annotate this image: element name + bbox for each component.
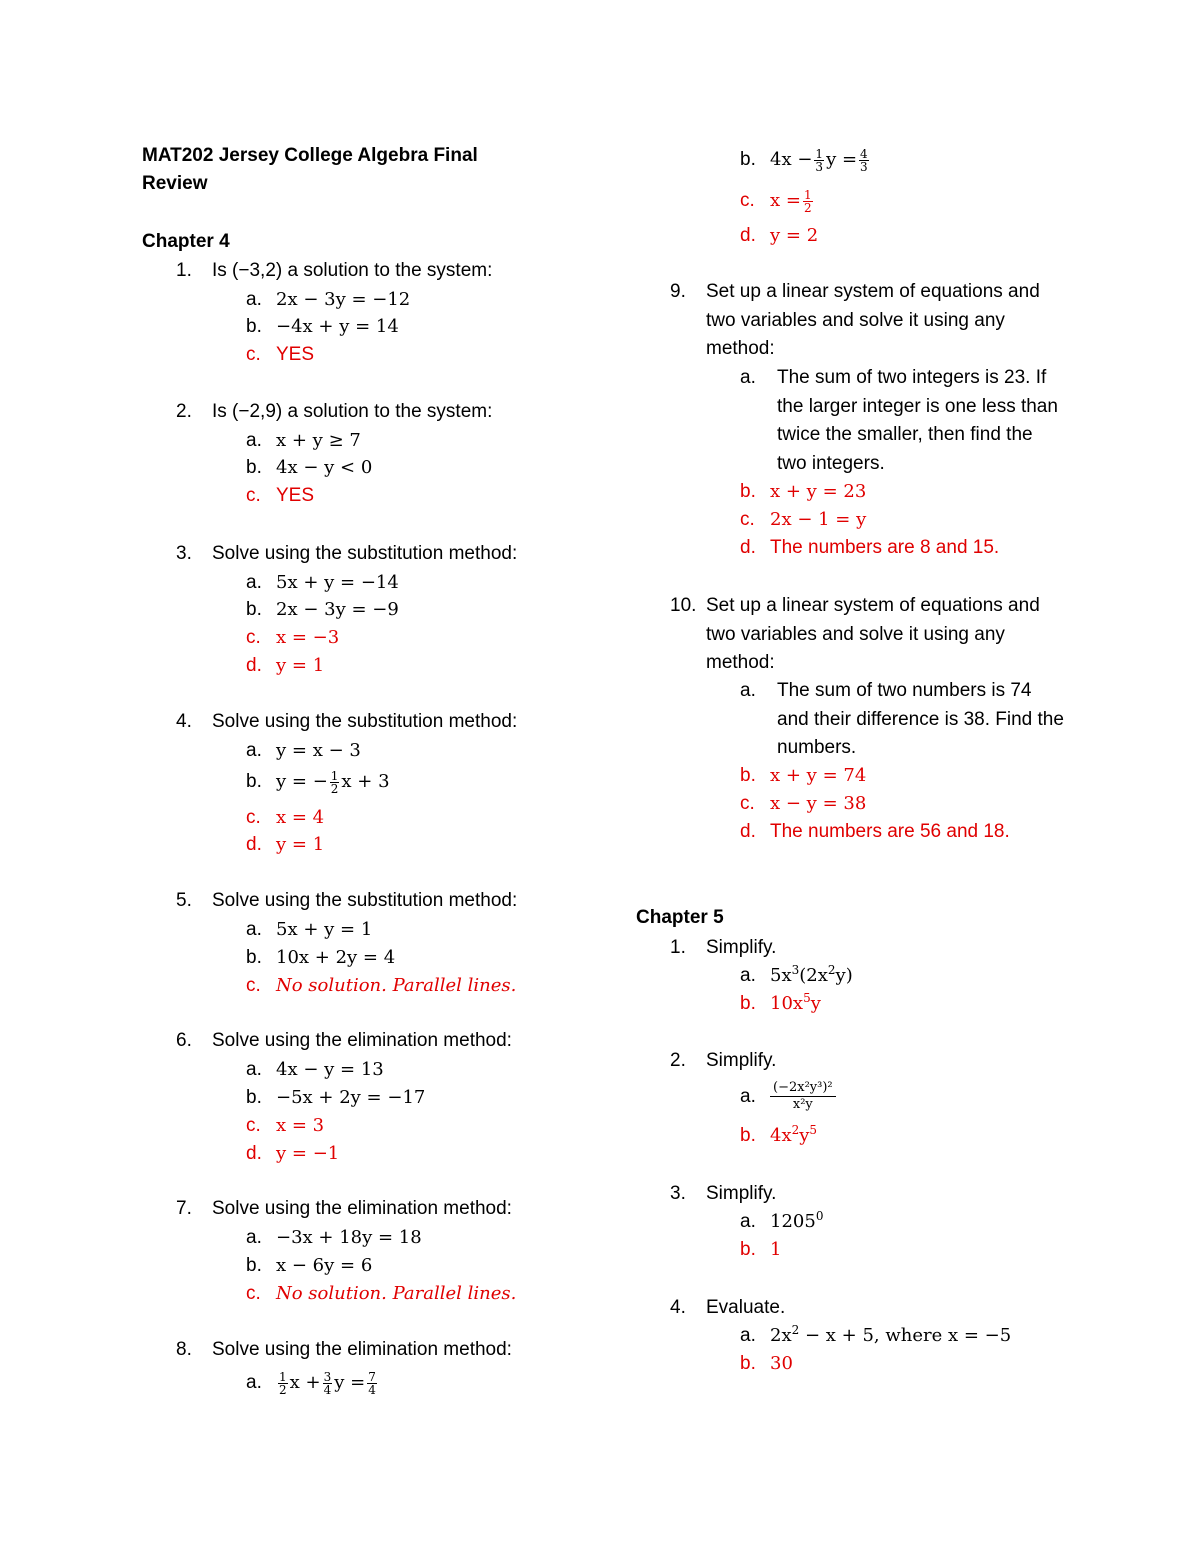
item-a <box>740 1080 836 1113</box>
answer-text: y = 2 <box>770 225 819 246</box>
answer-b <box>740 1350 793 1378</box>
item-letter: d. <box>246 1143 262 1164</box>
equation: x − 6y = 6 <box>276 1255 373 1276</box>
item-letter: d. <box>740 537 756 558</box>
exponent: 5 <box>809 1123 818 1137</box>
denominator: 2 <box>279 1382 287 1397</box>
equation-part: y <box>799 1125 810 1146</box>
chapter-5-heading: Chapter 5 <box>636 907 724 928</box>
numerator: 4 <box>860 146 868 161</box>
fraction <box>859 148 869 173</box>
answer-c <box>740 506 866 534</box>
item-letter: c. <box>740 509 755 530</box>
question-text: Solve using the substitution method: <box>212 543 518 564</box>
item-letter: a. <box>246 740 262 761</box>
question-number: 4. <box>176 711 192 732</box>
denominator: 2 <box>803 200 812 215</box>
item-letter: d. <box>740 225 756 246</box>
answer-text: No solution. Parallel lines. <box>276 1283 517 1304</box>
item-letter: a. <box>246 1227 262 1248</box>
question-number: 8. <box>176 1339 192 1360</box>
answer-text: y = −1 <box>276 1143 340 1164</box>
answer-d <box>740 534 999 562</box>
item-b <box>246 454 372 482</box>
item-letter: a. <box>246 572 262 593</box>
item-letter: b. <box>246 947 262 968</box>
item-a <box>246 1224 422 1252</box>
item-letter: a. <box>740 680 756 701</box>
item-letter: a. <box>740 1085 756 1107</box>
denominator: 4 <box>368 1382 376 1397</box>
answer-text: YES <box>276 344 315 365</box>
question-text: Simplify. <box>706 937 777 958</box>
question-text: Is (−3,2) a solution to the system: <box>212 260 493 281</box>
exponent: 5 <box>803 991 811 1005</box>
answer-b <box>740 990 821 1018</box>
item-a <box>740 1208 823 1236</box>
item-letter: c. <box>740 793 755 814</box>
item-a <box>246 286 410 314</box>
item-letter: c. <box>246 1115 261 1136</box>
answer-c <box>246 341 314 369</box>
chapter-4-heading: Chapter 4 <box>142 231 230 252</box>
item-letter: b. <box>246 599 262 620</box>
equation-part: − x + 5, where x = −5 <box>799 1325 1012 1346</box>
answer-d <box>246 1140 339 1168</box>
answer-text: The numbers are 8 and 15. <box>770 537 1000 558</box>
item-b <box>246 768 390 796</box>
denominator: 4 <box>323 1382 332 1397</box>
item-letter: a. <box>246 1372 262 1393</box>
title-line-1: MAT202 Jersey College Algebra Final <box>142 145 478 166</box>
denominator: x²y <box>792 1097 813 1112</box>
answer-text: x + y = 74 <box>770 765 867 786</box>
item-letter: a. <box>740 965 756 986</box>
item-letter: b. <box>740 1353 756 1374</box>
item-a <box>246 737 361 765</box>
question-text: Solve using the substitution method: <box>212 890 518 911</box>
answer-c <box>246 482 314 510</box>
answer-c <box>740 790 866 818</box>
item-letter: a. <box>246 1059 262 1080</box>
question-number: 4. <box>670 1297 686 1318</box>
equation: 4x − y < 0 <box>276 457 373 478</box>
answer-text: YES <box>276 485 315 506</box>
exponent: 2 <box>791 1123 800 1137</box>
exponent: 0 <box>815 1209 824 1223</box>
exponent: 2 <box>791 1323 800 1337</box>
numerator: 7 <box>368 1369 376 1384</box>
exponent: 2 <box>827 963 836 977</box>
item-letter: a. <box>246 919 262 940</box>
answer-b <box>740 762 866 790</box>
question-number: 3. <box>670 1183 686 1204</box>
equation-part: x = <box>770 190 801 211</box>
fraction <box>814 148 824 173</box>
equation: 2x − 3y = −9 <box>276 599 399 620</box>
item-letter: c. <box>246 627 261 648</box>
equation: 4x − y = 13 <box>276 1059 384 1080</box>
equation-part: (2x <box>799 965 828 986</box>
item-letter: b. <box>246 457 262 478</box>
item-a <box>246 916 372 944</box>
item-text: The sum of two integers is 23. If the larger integer is one less than twice the smaller, then find the two integers. <box>777 367 1058 474</box>
equation-part: 4x <box>770 1125 792 1146</box>
item-a <box>246 569 399 597</box>
item-a <box>246 427 361 455</box>
fraction <box>803 189 813 214</box>
numerator: 1 <box>279 1369 287 1384</box>
title-line-2: Review <box>142 173 208 194</box>
answer-b <box>740 478 866 506</box>
numerator: 1 <box>803 187 812 202</box>
equation-part: 10x <box>770 993 804 1014</box>
item-letter: b. <box>740 993 756 1014</box>
equation: 10x + 2y = 4 <box>276 947 396 968</box>
item-letter: a. <box>740 367 756 388</box>
item-a <box>740 1322 1011 1350</box>
equation-part: x + <box>289 1372 321 1393</box>
item-a <box>740 677 1064 763</box>
item-b <box>740 146 871 174</box>
question-number: 6. <box>176 1030 192 1051</box>
answer-d <box>246 831 324 859</box>
item-letter: b. <box>246 771 262 792</box>
question-number: 3. <box>176 543 192 564</box>
equation-part: 2x <box>770 1325 792 1346</box>
item-letter: b. <box>740 481 756 502</box>
item-letter: c. <box>246 807 261 828</box>
answer-c <box>246 804 324 832</box>
equation: 5x + y = 1 <box>276 919 373 940</box>
numerator: 1 <box>330 768 339 783</box>
item-b <box>246 596 399 624</box>
fraction <box>330 770 340 795</box>
item-b <box>246 1084 425 1112</box>
equation-part: 1205 <box>770 1211 816 1232</box>
item-letter: a. <box>740 1211 756 1232</box>
item-letter: c. <box>246 1283 261 1304</box>
equation: −4x + y = 14 <box>276 316 399 337</box>
answer-c <box>246 624 339 652</box>
item-a <box>740 962 853 990</box>
equation: −5x + 2y = −17 <box>276 1087 426 1108</box>
item-letter: a. <box>740 1325 756 1346</box>
answer-text: y = 1 <box>276 655 325 676</box>
fraction <box>323 1371 333 1396</box>
question-text: Solve using the elimination method: <box>212 1339 512 1360</box>
answer-text: y = 1 <box>276 834 325 855</box>
item-letter: d. <box>246 834 262 855</box>
item-a <box>246 1056 384 1084</box>
answer-text: x = −3 <box>276 627 340 648</box>
fraction <box>278 1371 288 1396</box>
question-number: 10. <box>670 595 697 616</box>
question-number: 2. <box>670 1050 686 1071</box>
answer-text: x = 4 <box>276 807 325 828</box>
item-letter: b. <box>740 1239 756 1260</box>
equation: 5x + y = −14 <box>276 572 399 593</box>
equation-part: y) <box>835 965 853 986</box>
equation-part: 5x <box>770 965 792 986</box>
answer-d <box>740 222 818 250</box>
answer-text: 2x − 1 = y <box>770 509 867 530</box>
item-letter: d. <box>246 655 262 676</box>
item-letter: b. <box>740 149 756 170</box>
item-letter: c. <box>246 975 261 996</box>
answer-text: x = 3 <box>276 1115 325 1136</box>
equation: y = x − 3 <box>276 740 361 761</box>
question-text: Simplify. <box>706 1183 777 1204</box>
denominator: 2 <box>330 781 339 796</box>
answer-c <box>246 1112 324 1140</box>
question-number: 7. <box>176 1198 192 1219</box>
fraction <box>367 1371 377 1396</box>
item-letter: b. <box>246 1087 262 1108</box>
item-b <box>246 1252 372 1280</box>
item-text: The sum of two numbers is 74 and their difference is 38. Find the numbers. <box>777 680 1064 758</box>
numerator: (−2x²y³)² <box>770 1080 836 1097</box>
item-letter: c. <box>246 485 261 506</box>
denominator: 3 <box>860 159 868 174</box>
question-number: 5. <box>176 890 192 911</box>
item-b <box>246 313 399 341</box>
item-a <box>740 364 1060 478</box>
question-text: Is (−2,9) a solution to the system: <box>212 401 493 422</box>
equation-part: 4x − <box>770 149 813 170</box>
item-letter: c. <box>246 344 261 365</box>
equation-part: y <box>810 993 821 1014</box>
question-number: 9. <box>670 281 686 302</box>
question-text: Solve using the substitution method: <box>212 711 518 732</box>
denominator: 3 <box>815 159 824 174</box>
answer-text: x + y = 23 <box>770 481 867 502</box>
answer-text: No solution. Parallel lines. <box>276 975 517 996</box>
answer-text: The numbers are 56 and 18. <box>770 821 1010 842</box>
document-title <box>142 142 478 198</box>
item-letter: d. <box>740 821 756 842</box>
question-text: Set up a linear system of equations and two variables and solve it using any method: <box>706 281 1040 359</box>
item-b <box>246 944 395 972</box>
answer-text: 1 <box>770 1239 782 1260</box>
equation-part: y = <box>826 149 858 170</box>
question-text: Simplify. <box>706 1050 777 1071</box>
fraction <box>770 1080 836 1113</box>
answer-c <box>740 187 815 215</box>
item-letter: b. <box>740 765 756 786</box>
answer-d <box>246 652 324 680</box>
answer-c <box>246 972 516 1000</box>
answer-text: x − y = 38 <box>770 793 867 814</box>
item-letter: a. <box>246 430 262 451</box>
item-letter: c. <box>740 190 755 211</box>
equation: −3x + 18y = 18 <box>276 1227 422 1248</box>
item-letter: b. <box>246 1255 262 1276</box>
numerator: 3 <box>323 1369 332 1384</box>
question-number: 1. <box>176 260 192 281</box>
answer-b <box>740 1236 781 1264</box>
equation-part: x + 3 <box>341 771 390 792</box>
answer-text: 30 <box>770 1353 793 1374</box>
answer-b <box>740 1122 817 1150</box>
item-letter: b. <box>246 316 262 337</box>
item-letter: b. <box>740 1125 756 1146</box>
question-text: Set up a linear system of equations and two variables and solve it using any method: <box>706 595 1040 673</box>
equation: 2x − 3y = −12 <box>276 289 411 310</box>
question-number: 1. <box>670 937 686 958</box>
exponent: 3 <box>791 963 800 977</box>
question-number: 2. <box>176 401 192 422</box>
item-a <box>246 1369 379 1397</box>
item-letter: a. <box>246 289 262 310</box>
question-text: Solve using the elimination method: <box>212 1030 512 1051</box>
question-text: Solve using the elimination method: <box>212 1198 512 1219</box>
answer-c <box>246 1280 516 1308</box>
numerator: 1 <box>815 146 824 161</box>
question-text: Evaluate. <box>706 1297 786 1318</box>
answer-d <box>740 818 1010 846</box>
equation: x + y ≥ 7 <box>276 430 361 451</box>
equation-part: y = − <box>276 771 328 792</box>
equation-part: y = <box>334 1372 366 1393</box>
